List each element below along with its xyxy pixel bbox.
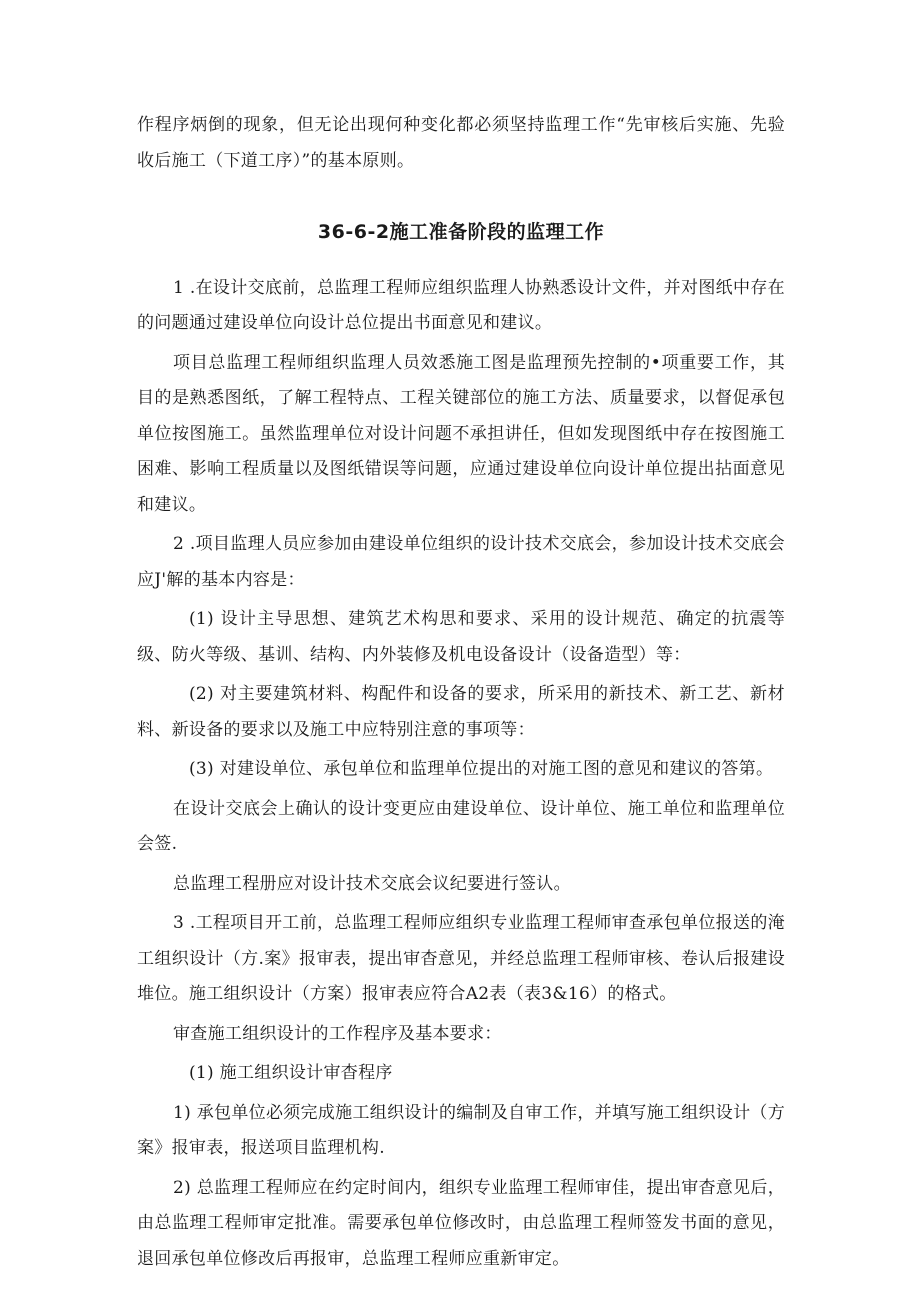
list-item-4: (1) 施工组织设计审杳程序 <box>189 1063 393 1083</box>
section-heading: 36-6-2施工准备阶段的监理工作 <box>317 221 605 243</box>
paragraph-4: 在设计交底会上确认的设计变更应由建设单位、设计单位、施工单位和监理单位会签. <box>137 798 785 854</box>
list-item-1: (1) 设计主导思想、建筑艺术构思和要求、采用的设计规范、确定的抗震等级、防火等级、基训、结构、内外装修及机电设备设计（设备造型）等： <box>137 609 785 665</box>
paragraph-2: 项目总监理工程师组织监理人员效悉施工图是监理预先控制的•项重要工作，其目的是熟悉图纸，了解工程特点、工程关键部位的施工方法、质量要求，以督促承包单位按图施工。虽然监理单位对设计问题不承担讲任，但如发现图纸中存在按图施工困难、影响工程质量以及图纸错误等问题，应通过建设单位向设计单位提出拈面意见和建议。 <box>137 352 785 515</box>
paragraph-6: 3 .工程项目开工前，总监理工程师应组织专业监理工程师审查承包单位报送的淹工组织设计（方.案》报审表，提出审杳意见，并经总监理工程师审核、卷认后报建设堆位。施工组织设计（方案）报审表应符合A2表（表3&16）的格式。 <box>137 913 785 1004</box>
paragraph-7: 审查施工组织设计的工作程序及基本要求： <box>173 1023 502 1044</box>
paragraph-9: 2) 总监理工程师应在约定时间内，组织专业监理工程师审佳，提出审杳意见后，由总监理工程师审定批准。需要承包单位修改时，由总监理工程师签发书面的意见，退回承包单位修改后再报审，总监理工程师应重新审定。 <box>137 1177 785 1269</box>
list-item-3: (3) 对建设单位、承包单位和监理单位提出的对施工图的意见和建议的答第。 <box>189 759 774 779</box>
paragraph-3: 2 .项目监理人员应参加由建设单位组织的设计技术交底会，参加设计技术交底会应J'解的基本内容是： <box>137 534 785 590</box>
paragraph-1: 1 .在设计交底前，总监理工程师应组织监理人协熟悉设计文件，并对图纸中存在的问题通过建设单位向设计总位提出书面意见和建议。 <box>137 277 785 333</box>
document-page <box>137 108 785 1277</box>
intro-paragraph: 作程序炳倒的现象，但无论出现何种变化都必须坚持监理工作“先审核后实施、先验收后施工（下道工序）”的基本原则。 <box>137 115 785 171</box>
list-item-2: (2) 对主要建筑材料、构配件和设备的要求，所采用的新技术、新工艺、新材料、新设备的要求以及施工中应特别注意的事项等： <box>137 684 785 740</box>
paragraph-8: 1) 承包单位必须完成施工组织设计的编制及自审工作，并填写施工组织设计（方案》报审表，报送项目监理机构. <box>137 1102 785 1158</box>
paragraph-5: 总监理工程册应对设计技术交底会议纪要进行签认。 <box>173 873 571 894</box>
